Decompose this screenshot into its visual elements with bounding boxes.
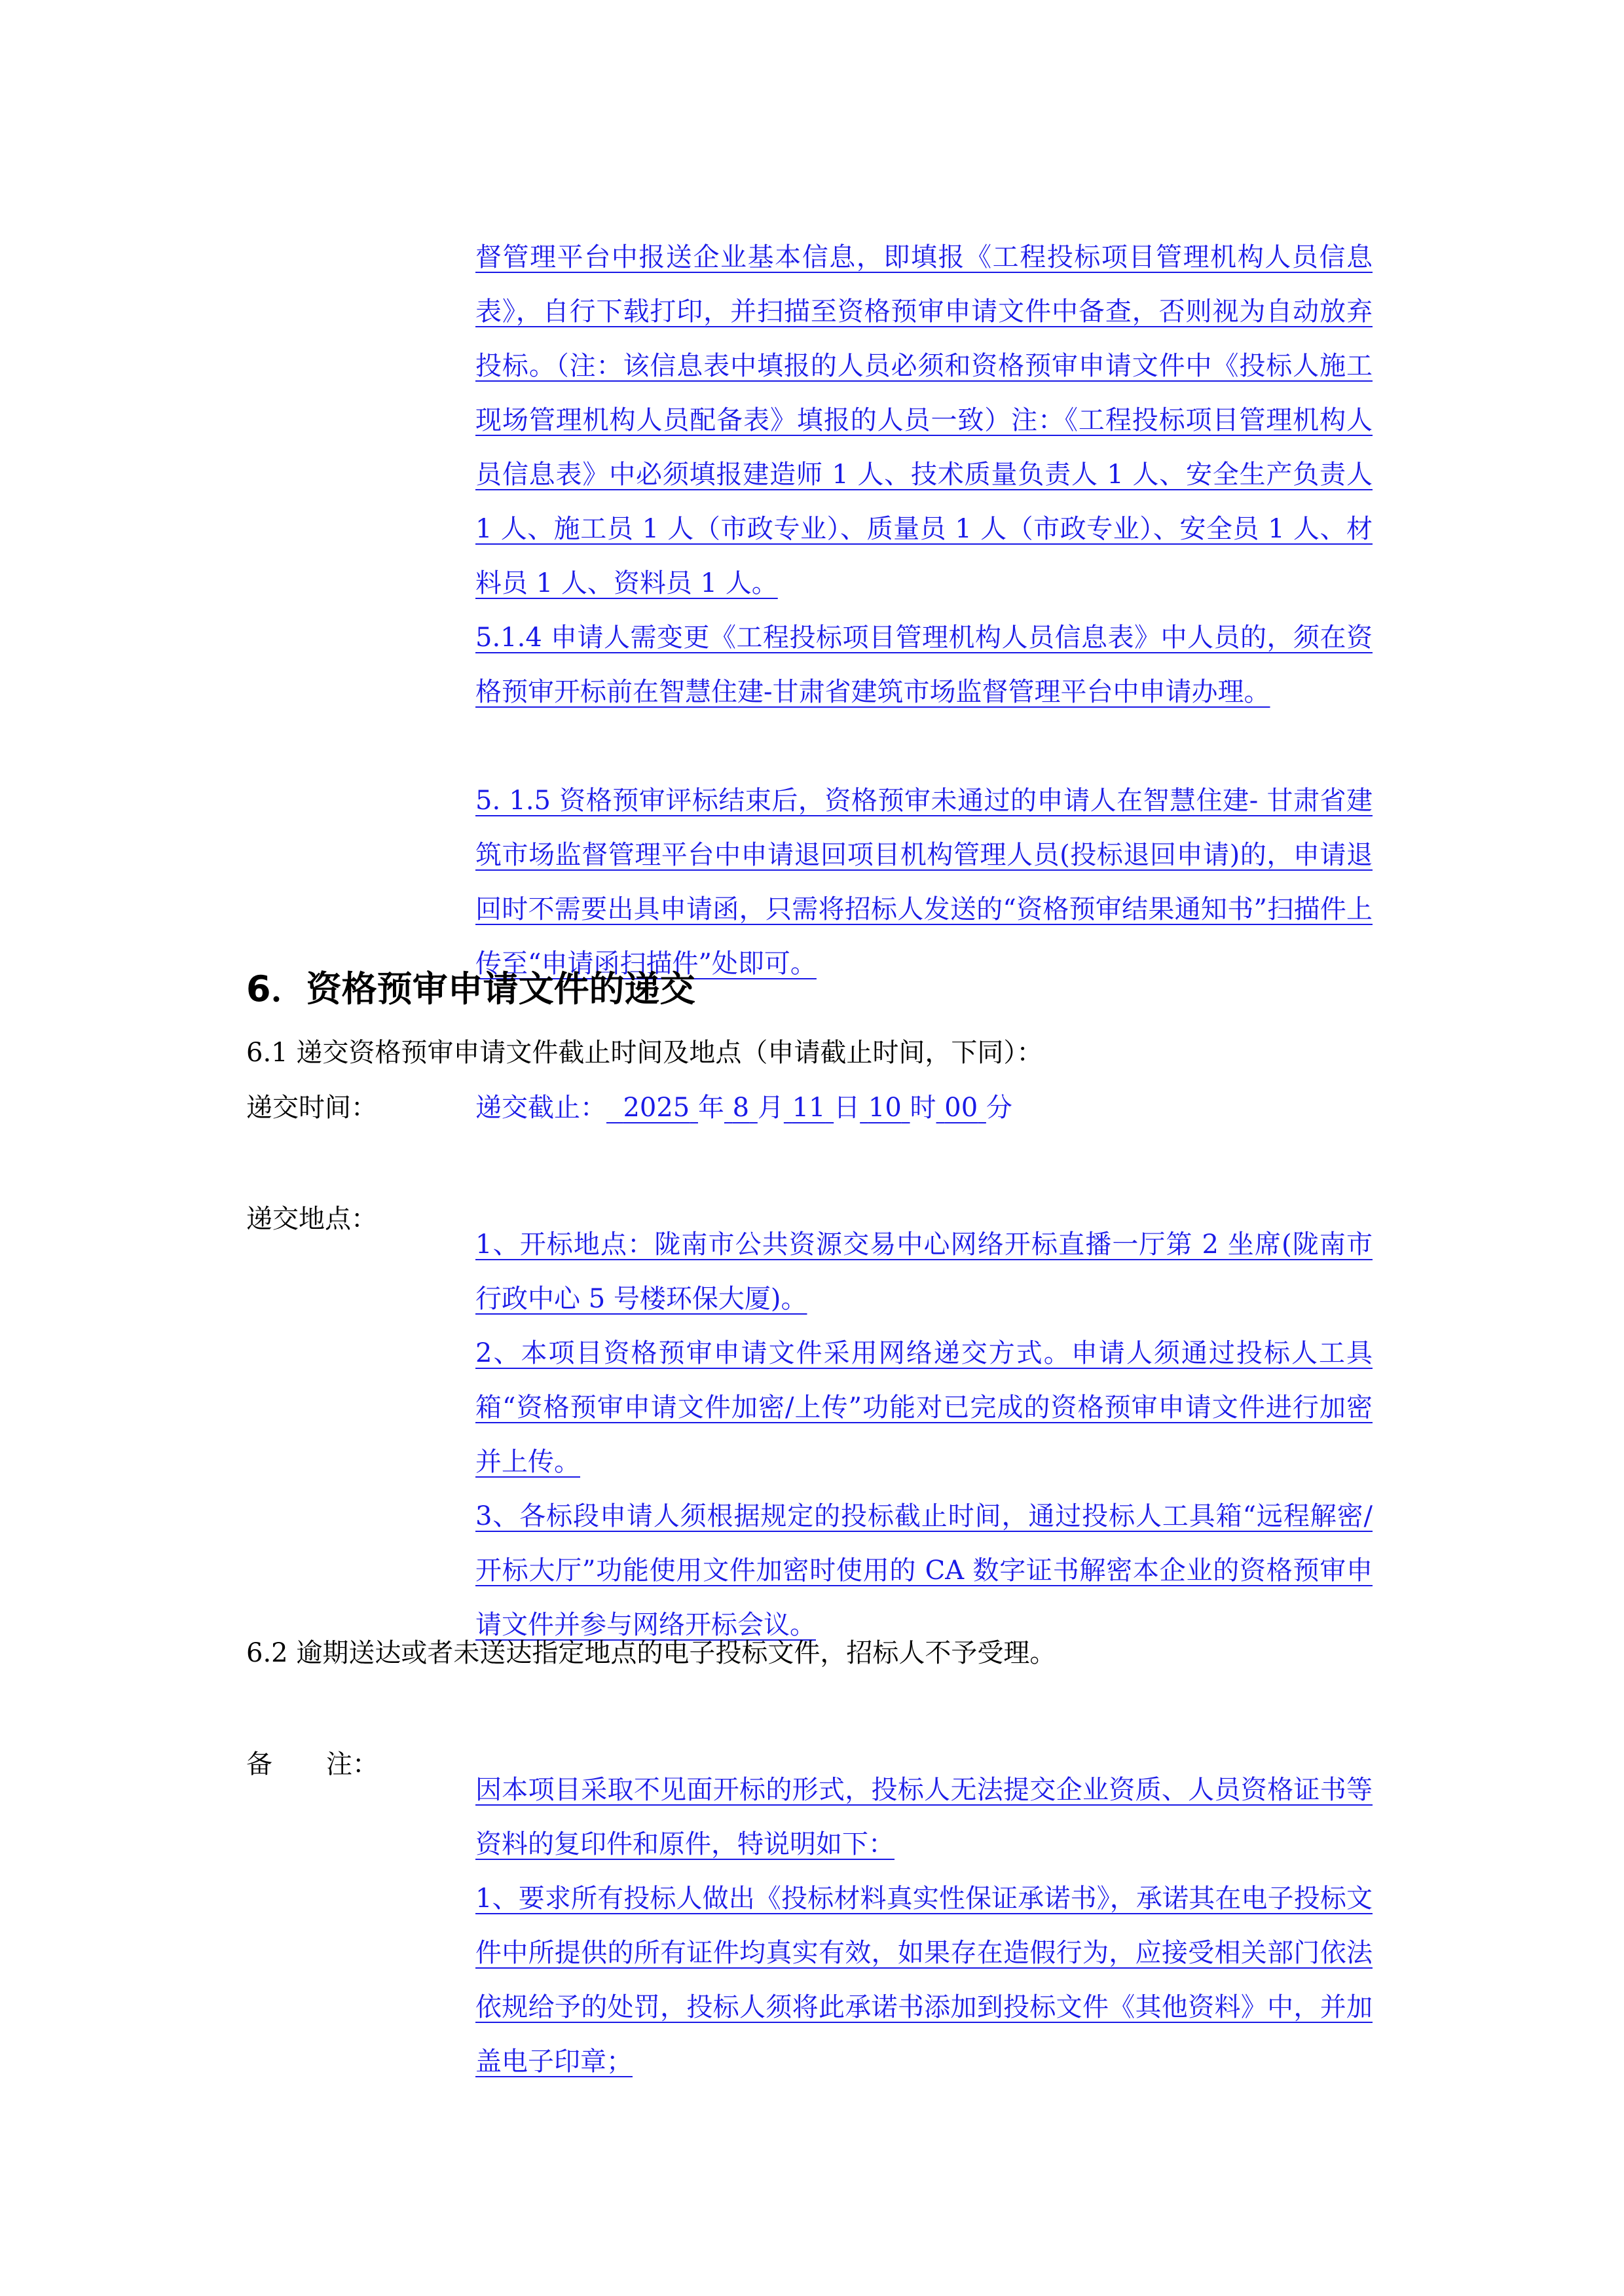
deadline-year-unit: 年: [697, 1093, 724, 1123]
remark-intro-text: 因本项目采取不见面开标的形式，投标人无法提交企业资质、人员资格证书等资料的复印件和原件，特说明如下：: [475, 1775, 1373, 1859]
item-6-1: 6.1 递交资格预审申请文件截止时间及地点（申请截止时间，下同）：: [246, 1038, 1043, 1068]
deadline-month: 8: [732, 1093, 750, 1123]
deadline-month-unit: 月: [757, 1093, 784, 1123]
remark-intro: [475, 1763, 1373, 1872]
place-item-2-text: 2、本项目资格预审申请文件采用网络递交方式。申请人须通过投标人工具箱“资格预审申请文件加密/上传”功能对已完成的资格预审申请文件进行加密并上传。: [475, 1338, 1373, 1477]
clause-5-1-4: [475, 611, 1373, 720]
deadline-hour: 10: [868, 1093, 902, 1123]
submit-place-label: 递交地点：: [246, 1204, 377, 1234]
place-item-1-text: 1、开标地点：陇南市公共资源交易中心网络开标直播一厅第 2 坐席(陇南市行政中心 5 号楼环保大厦)。: [475, 1230, 1373, 1314]
clause-5-1-4-text: 5.1.4 申请人需变更《工程投标项目管理机构人员信息表》中人员的，须在资格预审开标前在智慧住建-甘肃省建筑市场监督管理平台中申请办理。: [475, 623, 1373, 707]
place-item-3: [475, 1489, 1373, 1652]
clause-5-1-5: [475, 774, 1373, 991]
deadline-day: 11: [792, 1093, 826, 1123]
remark-item-1-text: 1、要求所有投标人做出《投标材料真实性保证承诺书》，承诺其在电子投标文件中所提供的所有证件均真实有效，如果存在造假行为，应接受相关部门依法依规给予的处罚，投标人须将此承诺书添加到投标文件《其他资料》中，并加盖电子印章；: [475, 1884, 1373, 2077]
deadline-minute-unit: 分: [986, 1093, 1012, 1123]
remark-item-1: [475, 1872, 1373, 2089]
deadline-year: 2025: [623, 1093, 690, 1123]
deadline-prefix: 递交截止：: [475, 1093, 606, 1123]
deadline-day-unit: 日: [834, 1093, 860, 1123]
deadline-hour-unit: 时: [910, 1093, 936, 1123]
clause-5-1-5-text: 5. 1.5 资格预审评标结束后，资格预审未通过的申请人在智慧住建- 甘肃省建筑市场监督管理平台中申请退回项目机构管理人员(投标退回申请)的，申请退回时不需要出具申请函，只需将招标人发送的“资格预审结果通知书”扫描件上传至“申请函扫描件”处即可。: [475, 786, 1373, 979]
submit-time-label: 递交时间：: [246, 1093, 377, 1123]
place-item-2: [475, 1326, 1373, 1489]
submit-deadline: [475, 1088, 1012, 1127]
remark-label: 备 注：: [246, 1749, 378, 1779]
deadline-minute: 00: [944, 1093, 978, 1123]
item-6-2: 6.2 逾期送达或者未送达指定地点的电子投标文件，招标人不予受理。: [246, 1638, 1056, 1668]
info-table-paragraph: [475, 230, 1373, 611]
section-6-heading: 6．资格预审申请文件的递交: [246, 968, 695, 1010]
place-item-3-text: 3、各标段申请人须根据规定的投标截止时间，通过投标人工具箱“远程解密/开标大厅”功能使用文件加密时使用的 CA 数字证书解密本企业的资格预审申请文件并参与网络开标会议。: [475, 1501, 1373, 1640]
place-item-1: [475, 1218, 1373, 1326]
info-table-paragraph-text: 督管理平台中报送企业基本信息，即填报《工程投标项目管理机构人员信息表》，自行下载打印，并扫描至资格预审申请文件中备查，否则视为自动放弃投标。（注：该信息表中填报的人员必须和资格预审申请文件中《投标人施工现场管理机构人员配备表》填报的人员一致）注：《工程投标项目管理机构人员信息表》中必须填报建造师 1 人、技术质量负责人 1 人、安全生产负责人 1 人、施工员 1 人（市政专业）、质量员 1 人（市政专业）、安全员 1 人、材料员 1 人、资料员 1 人。: [475, 242, 1373, 598]
